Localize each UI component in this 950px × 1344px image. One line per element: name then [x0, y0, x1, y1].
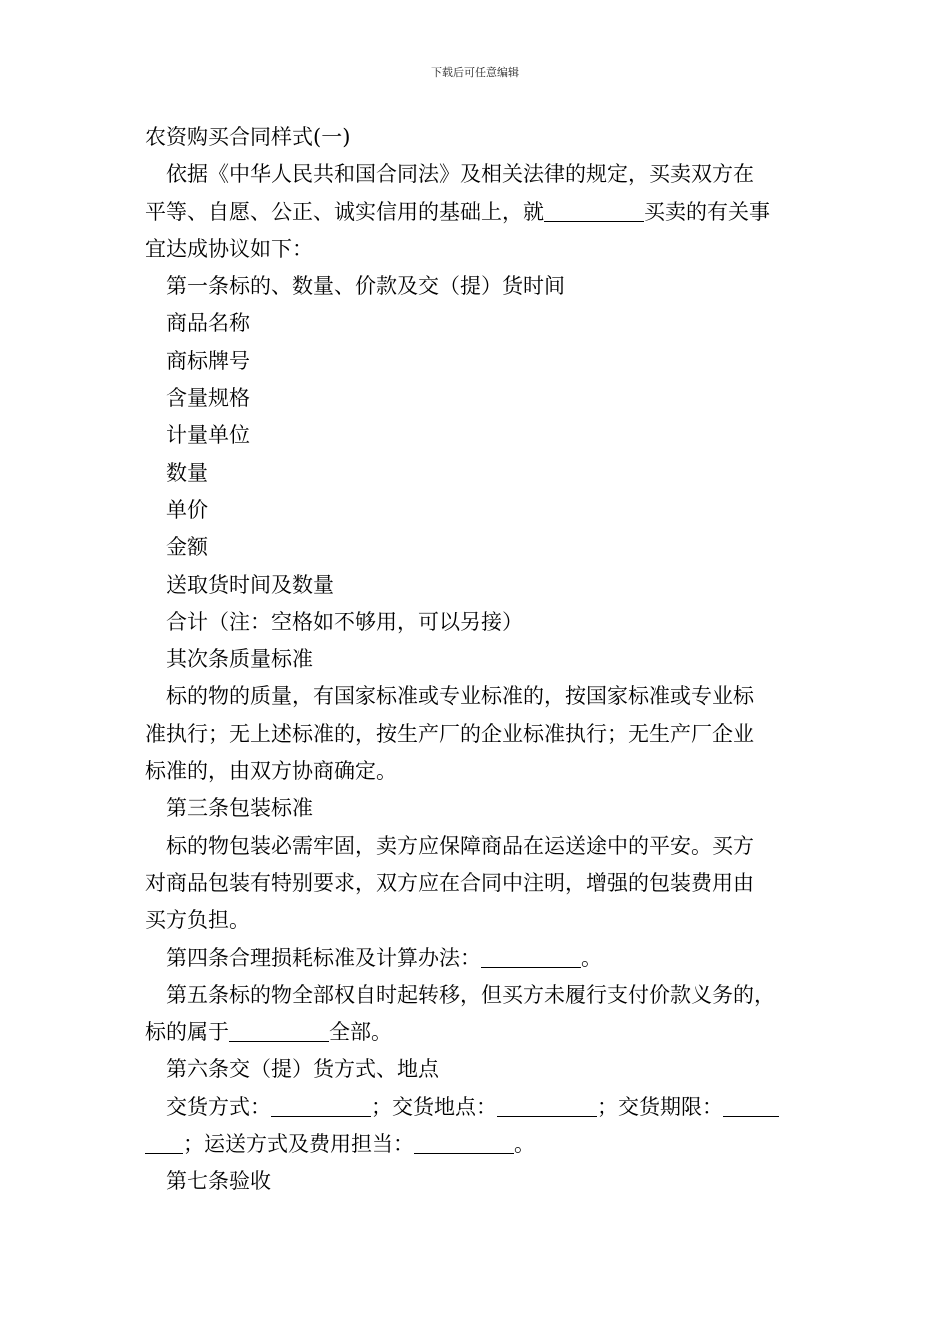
article-3-line-2: 对商品包装有特别要求，双方应在合同中注明，增强的包装费用由	[145, 870, 754, 895]
intro-line-3: 宜达成协议如下：	[145, 236, 313, 261]
article-6-text-b: ；交货地点：	[371, 1094, 497, 1119]
article-1-item: 含量规格	[166, 386, 250, 411]
article-1-item: 数量	[166, 460, 208, 485]
article-1-total: 合计（注：空格如不够用，可以另接）	[166, 609, 523, 634]
blank-delivery-deadline-cont	[145, 1133, 183, 1154]
contract-title: 农资购买合同样式(一)	[145, 125, 351, 149]
article-6-text-d: ；运送方式及费用担当：	[183, 1132, 414, 1157]
article-1-item: 金额	[166, 535, 208, 560]
intro-text-2b: 买卖的有关事	[644, 199, 770, 224]
article-5-text-b: 全部。	[329, 1020, 392, 1045]
article-1-title: 第一条标的、数量、价款及交（提）货时间	[166, 274, 565, 299]
article-3-title: 第三条包装标准	[166, 796, 313, 821]
article-5-line-1: 第五条标的物全部权自时起转移，但买方未履行支付价款义务的，	[166, 982, 775, 1007]
article-6-text-e: 。	[514, 1132, 535, 1157]
blank-delivery-method	[271, 1096, 371, 1117]
article-4-end: 。	[581, 945, 602, 970]
article-2-title: 其次条质量标准	[166, 647, 313, 672]
article-7-title: 第七条验收	[166, 1169, 271, 1194]
article-5-text-a: 标的属于	[145, 1020, 229, 1045]
article-1-item: 计量单位	[166, 423, 250, 448]
blank-delivery-deadline	[723, 1096, 779, 1117]
article-4-line	[145, 940, 807, 977]
article-6-text-a: 交货方式：	[166, 1094, 271, 1119]
blank-loss-method	[481, 947, 581, 968]
article-1-item: 单价	[166, 497, 208, 522]
blank-delivery-place	[497, 1096, 597, 1117]
article-1-item: 商品名称	[166, 311, 250, 336]
article-1-item: 送取货时间及数量	[166, 572, 334, 597]
article-3-line-3: 买方负担。	[145, 908, 250, 933]
intro-line-2	[145, 194, 807, 231]
blank-transport-cost	[414, 1133, 514, 1154]
blank-subject	[544, 201, 644, 222]
contract-body	[145, 119, 807, 1201]
article-2-line-1: 标的物的质量，有国家标准或专业标准的，按国家标准或专业标	[166, 684, 754, 709]
article-6-line-1	[145, 1089, 807, 1126]
intro-line-1: 依据《中华人民共和国合同法》及相关法律的规定，买卖双方在	[166, 162, 754, 187]
article-6-line-2	[145, 1126, 807, 1163]
article-5-line-2	[145, 1014, 807, 1051]
article-1-item: 商标牌号	[166, 348, 250, 373]
blank-ownership	[229, 1021, 329, 1042]
article-2-line-3: 标准的，由双方协商确定。	[145, 759, 397, 784]
article-6-title: 第六条交（提）货方式、地点	[166, 1057, 439, 1082]
intro-text-2a: 平等、自愿、公正、诚实信用的基础上，就	[145, 199, 544, 224]
article-6-text-c: ；交货期限：	[597, 1094, 723, 1119]
article-4-text: 第四条合理损耗标准及计算办法：	[166, 945, 481, 970]
article-3-line-1: 标的物包装必需牢固，卖方应保障商品在运送途中的平安。买方	[166, 833, 754, 858]
article-2-line-2: 准执行；无上述标准的，按生产厂的企业标准执行；无生产厂企业	[145, 721, 754, 746]
header-note: 下载后可任意编辑	[431, 66, 519, 79]
